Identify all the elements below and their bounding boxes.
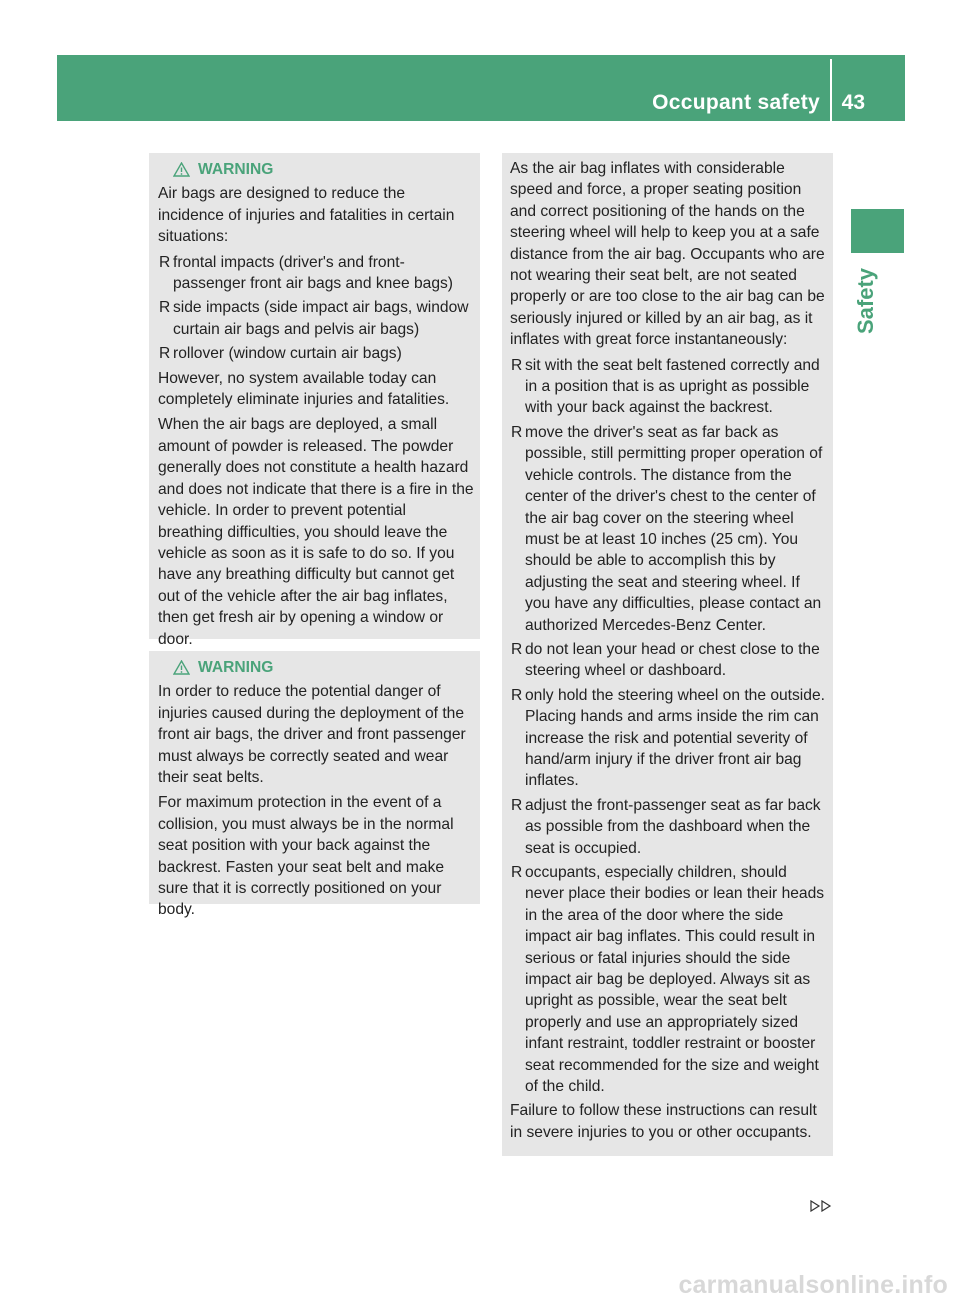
list-item: R sit with the seat belt fastened correctly and in a position that is as upright as possible with your back against the backrest. xyxy=(511,356,820,417)
warning-box-airbag-incidence xyxy=(149,153,480,648)
page-number: 43 xyxy=(841,91,865,114)
warning-paragraph: When the air bags are deployed, a small amount of powder is released. The powder generally does not constitute a health hazard and does not indicate that there is a fire in the vehicle. In order to prevent potential breathing difficulties, you should leave the vehicle as soon as it is safe to do so. If you have any breathing difficulty but cannot get out of the vehicle after the air bag inflates, then get fresh air by opening a window or door. xyxy=(158,416,474,648)
list-item: R move the driver's seat as far back as possible, still permitting proper operation of vehicle controls. The distance from the center of the driver's chest to the center of the air bag cover on the steering wheel must be at least 10 inches (25 cm). You should be able to accomplish this by adjusting the seat and steering wheel. If you have any difficulties, please contact an authorized Mercedes-Benz Center. xyxy=(511,423,823,634)
bullet-glyph: R xyxy=(511,640,523,658)
warning-paragraph: For maximum protection in the event of a collision, you must always be in the normal seat position with your back against the backrest. Fasten your seat belt and make sure that it is correctly positioned on your body. xyxy=(158,794,454,919)
bullet-glyph: R xyxy=(159,299,171,317)
list-item: R occupants, especially children, should never place their bodies or lean their heads in the area of the door where the side impact air bag inflates. This could result in serious or fatal injuries should the side impact air bag be deployed. Always sit as upright as possible, wear the seat belt properly and use an appropriately sized infant restraint, toddler restraint or booster seat recommended for the size and weight of the child. xyxy=(511,864,825,1096)
airbag-situations-list xyxy=(158,252,474,365)
warning-intro: Air bags are designed to reduce the incidence of injuries and fatalities in certain situations: xyxy=(158,185,455,246)
warning-paragraph: Failure to follow these instructions can result in severe injuries to you or other occupants. xyxy=(510,1102,817,1141)
section-tab-marker xyxy=(851,209,904,253)
continue-arrow-icon xyxy=(810,1200,832,1212)
bullet-glyph: R xyxy=(159,345,171,363)
positioning-instructions-list xyxy=(510,355,828,1098)
warning-paragraph: In order to reduce the potential danger of injuries caused during the deployment of the front air bags, the driver and front passenger must always be correctly seated and wear their seat belts. xyxy=(158,683,466,787)
warning-heading-text: WARNING xyxy=(198,659,274,676)
warning-paragraph: However, no system available today can completely eliminate injuries and fatalities. xyxy=(158,369,450,409)
bullet-glyph: R xyxy=(511,796,523,814)
watermark: carmanualsonline.info xyxy=(678,1271,948,1299)
bullet-glyph: R xyxy=(159,253,171,271)
bullet-glyph: R xyxy=(511,356,523,374)
warning-triangle-icon xyxy=(173,660,190,675)
warning-heading-text: WARNING xyxy=(198,161,274,178)
warning-triangle-icon xyxy=(173,162,190,177)
header-divider xyxy=(830,59,832,121)
bullet-glyph: R xyxy=(511,686,523,704)
list-item: R frontal impacts (driver's and front-passenger front air bags and knee bags) xyxy=(159,253,454,293)
warning-box-seating xyxy=(149,651,480,919)
warning-heading xyxy=(158,159,474,180)
page-title: Occupant safety xyxy=(652,91,820,114)
warning-intro: As the air bag inflates with considerable speed and force, a proper seating position and correct positioning of the hands on the steering wheel will help to keep you at a safe distance from the air bag. Occupants who are not wearing their seat belt, are not seated properly or are too close to the air bag can be seriously injured or killed by an air bag, as it inflates with great force instantaneously: xyxy=(510,160,825,349)
section-tab-label: Safety xyxy=(853,267,878,334)
warning-heading xyxy=(158,657,474,678)
list-item: R do not lean your head or chest close to the steering wheel or dashboard. xyxy=(511,640,820,680)
list-item: R only hold the steering wheel on the outside. Placing hands and arms inside the rim can increase the risk and potential severity of hand/arm injury if the driver front air bag inflates. xyxy=(511,686,825,790)
bullet-glyph: R xyxy=(511,423,523,441)
warning-box-positioning xyxy=(502,153,833,1156)
header-bar xyxy=(57,55,905,121)
list-item: R adjust the front-passenger seat as far back as possible from the dashboard when the seat is occupied. xyxy=(511,796,821,857)
bullet-glyph: R xyxy=(511,864,523,881)
list-item: R rollover (window curtain air bags) xyxy=(158,343,474,364)
list-item: R side impacts (side impact air bags, window curtain air bags and pelvis air bags) xyxy=(159,299,469,338)
